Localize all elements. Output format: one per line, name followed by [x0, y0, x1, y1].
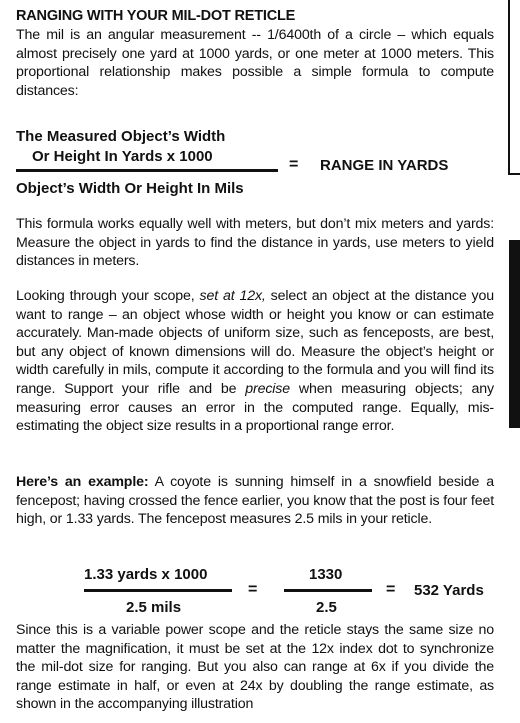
example-equation: [84, 566, 504, 622]
range-formula: [16, 128, 496, 208]
example-frac2-denominator: 2.5: [316, 599, 337, 616]
example-equals-2: =: [386, 581, 396, 598]
right-edge-thumb-tab: [509, 240, 520, 428]
scope-text-2: select an object at the distance you want to range – an object whose width or height you know or can estimate accurately. Man-made objects of uniform size, such as fenceposts, are best, but any object of known dimensions will do. Measure the object’s height or width carefully in mils, compute it according to the formula and you will find its range. Support your rifle and be: [16, 288, 494, 397]
formula-result: RANGE IN YARDS: [320, 157, 449, 174]
formula-fraction-bar: [16, 169, 278, 172]
formula-numerator-line1: The Measured Object’s Width: [16, 128, 226, 145]
meters-paragraph: This formula works equally well with meters, but don’t mix meters and yards: Measure the object in yards to find the distance in yards, use meters to yield distances in meters.: [16, 216, 494, 270]
formula-denominator: Object’s Width Or Height In Mils: [16, 180, 244, 197]
scope-text-1: Looking through your scope,: [16, 288, 200, 304]
example-frac1-bar: [84, 589, 232, 592]
formula-numerator-line2: Or Height In Yards x 1000: [32, 148, 213, 165]
intro-paragraph: The mil is an angular measurement -- 1/6400th of a circle – which equals almost precisely one yard at 1000 yards, or one meter at 1000 meters. This proportional relationship makes possible a simple formula to compute distances:: [16, 27, 494, 99]
example-frac1-denominator: 2.5 mils: [126, 599, 182, 616]
formula-equals: =: [289, 156, 299, 173]
example-frac2-bar: [284, 589, 372, 592]
scope-paragraph: [16, 287, 494, 436]
example-paragraph: [16, 473, 494, 529]
example-lead: Here’s an example:: [16, 474, 149, 490]
scope-text-3: when measuring objects; any measuring error causes an error in the computed range. Equally, mis-estimating the object size results in a proportional range error.: [16, 380, 494, 435]
scope-text-italic-2: precise: [245, 380, 290, 397]
section-title: RANGING WITH YOUR MIL-DOT RETICLE: [16, 8, 296, 24]
right-edge-rule-corner: [508, 173, 520, 175]
example-text: A coyote is sunning himself in a snowfield beside a fencepost; having crossed the fence earlier, you know that the post is four feet high, or 1.33 yards. The fencepost measures 2.5 mils in your reticle.: [16, 474, 494, 528]
example-frac2-numerator: 1330: [309, 566, 343, 583]
example-result: 532 Yards: [414, 582, 484, 599]
right-edge-rule-top: [508, 0, 510, 175]
example-frac1-numerator: 1.33 yards x 1000: [84, 566, 208, 583]
example-equals-1: =: [248, 581, 258, 598]
scope-text-italic-1: set at 12x,: [199, 288, 266, 304]
closing-paragraph: Since this is a variable power scope and the reticle stays the same size no matter the magnification, it must be set at the 12x index dot to synchronize the mil-dot size for ranging. But you also can range at 6x if you divide the range estimate in half, or even at 24x by doubling the range estimate, as shown in the accompanying illustration: [16, 622, 494, 713]
